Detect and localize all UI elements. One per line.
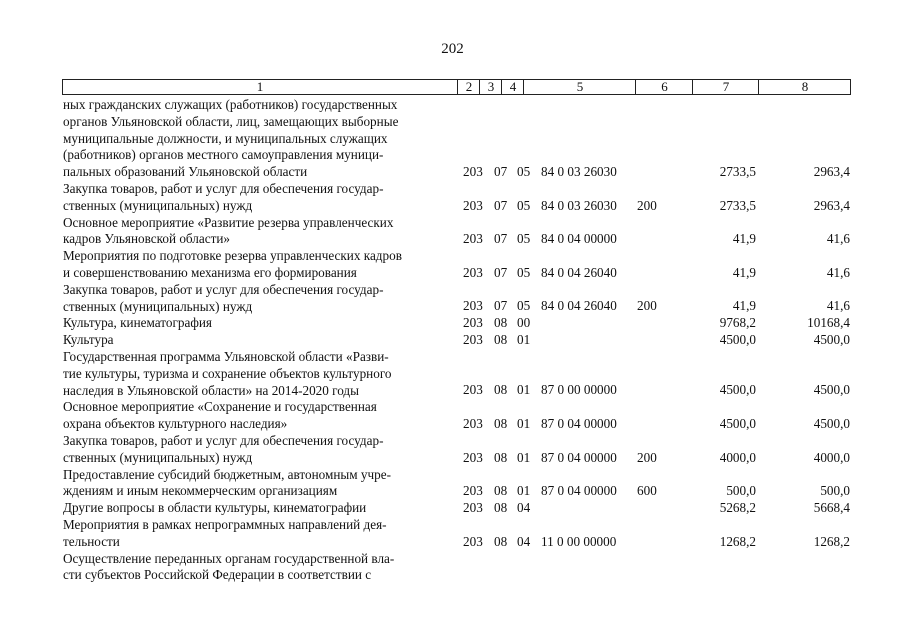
target-article-code: 87 0 04 00000	[541, 483, 617, 499]
target-article-code: 84 0 04 26040	[541, 264, 617, 280]
description-line: ждениям и иным некоммерческим организациям	[63, 483, 338, 499]
target-article-code: 84 0 04 26040	[541, 298, 617, 314]
amount-col-7: 2733,5	[719, 163, 756, 179]
table-row	[0, 399, 905, 433]
subsection-code: 05	[517, 298, 531, 314]
department-code: 203	[463, 315, 483, 331]
department-code: 203	[463, 382, 483, 398]
page-number: 202	[441, 41, 464, 57]
target-article-code: 87 0 00 00000	[541, 382, 617, 398]
department-code: 203	[463, 499, 483, 515]
department-code: 203	[463, 231, 483, 247]
amount-col-7: 1268,2	[719, 533, 756, 549]
amount-col-8: 1268,2	[813, 533, 850, 549]
amount-col-7: 41,9	[732, 298, 756, 314]
subsection-code: 01	[517, 382, 531, 398]
table-row	[0, 551, 905, 585]
column-header-1: 1	[256, 79, 264, 94]
description-line: тие культуры, туризма и сохранение объектов культурного	[63, 365, 392, 381]
section-code: 07	[494, 163, 508, 179]
subsection-code: 01	[517, 331, 531, 347]
amount-col-8: 41,6	[826, 264, 850, 280]
description-line: (работников) органов местного самоуправления муници-	[63, 147, 384, 163]
department-code: 203	[463, 197, 483, 213]
section-code: 08	[494, 533, 508, 549]
description-line: Культура, кинематография	[63, 315, 212, 331]
amount-col-8: 10168,4	[807, 315, 850, 331]
table-row	[0, 315, 905, 332]
subsection-code: 05	[517, 231, 531, 247]
description-line: сти субъектов Российской Федерации в соответствии с	[63, 567, 372, 583]
description-line: ных гражданских служащих (работников) государственных	[63, 97, 398, 112]
row-codes	[0, 483, 905, 500]
section-code: 08	[494, 382, 508, 398]
column-header-2: 2	[457, 80, 480, 94]
department-code: 203	[463, 533, 483, 549]
target-article-code: 11 0 00 00000	[541, 533, 617, 549]
expense-type-code: 200	[637, 298, 657, 314]
section-code: 08	[494, 449, 508, 465]
description-line: Государственная программа Ульяновской области «Разви-	[63, 348, 389, 364]
amount-col-8: 4000,0	[813, 449, 850, 465]
department-code: 203	[463, 331, 483, 347]
row-codes	[0, 450, 905, 467]
description-line: кадров Ульяновской области»	[63, 231, 231, 247]
column-header-6: 6	[635, 80, 693, 94]
amount-col-7: 4000,0	[719, 449, 756, 465]
subsection-code: 01	[517, 415, 531, 431]
table-row	[0, 248, 905, 282]
section-code: 07	[494, 197, 508, 213]
column-header-7: 7	[692, 80, 759, 94]
row-codes	[0, 198, 905, 215]
expense-type-code: 200	[637, 197, 657, 213]
section-code: 07	[494, 264, 508, 280]
table-row	[0, 517, 905, 551]
row-codes	[0, 231, 905, 248]
row-codes	[0, 164, 905, 181]
table-row	[0, 500, 905, 517]
subsection-code: 05	[517, 264, 531, 280]
table-body	[0, 97, 905, 584]
department-code: 203	[463, 163, 483, 179]
row-codes	[0, 416, 905, 433]
description-line: пальных образований Ульяновской области	[63, 164, 308, 180]
department-code: 203	[463, 264, 483, 280]
subsection-code: 04	[517, 499, 531, 515]
description-line: ственных (муниципальных) нужд	[63, 197, 253, 213]
description-line: ственных (муниципальных) нужд	[63, 298, 253, 314]
target-article-code: 87 0 04 00000	[541, 449, 617, 465]
subsection-code: 01	[517, 483, 531, 499]
column-header-4: 4	[501, 80, 524, 94]
table-row	[0, 433, 905, 467]
amount-col-8: 2963,4	[813, 197, 850, 213]
description-line: органов Ульяновской области, лиц, замещающих выборные	[63, 113, 399, 129]
table-row	[0, 467, 905, 501]
target-article-code: 84 0 03 26030	[541, 197, 617, 213]
column-header-5: 5	[523, 80, 636, 94]
table-row	[0, 181, 905, 215]
amount-col-7: 4500,0	[719, 382, 756, 398]
expense-type-code: 200	[637, 449, 657, 465]
subsection-code: 05	[517, 163, 531, 179]
subsection-code: 00	[517, 315, 531, 331]
amount-col-7: 9768,2	[719, 315, 756, 331]
section-code: 08	[494, 331, 508, 347]
subsection-code: 04	[517, 533, 531, 549]
amount-col-8: 2963,4	[813, 163, 850, 179]
target-article-code: 87 0 04 00000	[541, 415, 617, 431]
table-row	[0, 282, 905, 316]
row-codes	[0, 500, 905, 517]
column-header-8: 8	[758, 80, 851, 94]
amount-col-7: 4500,0	[719, 415, 756, 431]
amount-col-7: 500,0	[726, 483, 756, 499]
subsection-code: 01	[517, 449, 531, 465]
description-line: Осуществление переданных органам государственной вла-	[63, 550, 395, 566]
section-code: 07	[494, 298, 508, 314]
description-line: Другие вопросы в области культуры, кинематографии	[63, 500, 367, 516]
description-line: ственных (муниципальных) нужд	[63, 449, 253, 465]
department-code: 203	[463, 415, 483, 431]
table-row	[0, 332, 905, 349]
amount-col-7: 5268,2	[719, 499, 756, 515]
amount-col-8: 4500,0	[813, 382, 850, 398]
amount-col-8: 500,0	[820, 483, 850, 499]
description-line: охрана объектов культурного наследия»	[63, 416, 288, 432]
column-header-3: 3	[479, 80, 502, 94]
row-codes	[0, 567, 905, 584]
table-row	[0, 215, 905, 249]
description-line: и совершенствованию механизма его формирования	[63, 264, 357, 280]
section-code: 07	[494, 231, 508, 247]
section-code: 08	[494, 415, 508, 431]
target-article-code: 84 0 04 00000	[541, 231, 617, 247]
amount-col-8: 4500,0	[813, 415, 850, 431]
description-line: Закупка товаров, работ и услуг для обеспечения государ-	[63, 281, 384, 297]
amount-col-8: 41,6	[826, 298, 850, 314]
expense-type-code: 600	[637, 483, 657, 499]
description-line: Предоставление субсидий бюджетным, автономным учре-	[63, 466, 391, 482]
section-code: 08	[494, 499, 508, 515]
description-line: наследия в Ульяновской области» на 2014-2020 годы	[63, 382, 360, 398]
table-row	[0, 97, 905, 181]
table-column-header	[62, 79, 851, 95]
description-line: Основное мероприятие «Развитие резерва управленческих	[63, 214, 394, 230]
department-code: 203	[463, 449, 483, 465]
row-codes	[0, 298, 905, 315]
section-code: 08	[494, 483, 508, 499]
target-article-code: 84 0 03 26030	[541, 163, 617, 179]
section-code: 08	[494, 315, 508, 331]
amount-col-7: 41,9	[732, 264, 756, 280]
amount-col-8: 41,6	[826, 231, 850, 247]
description-line: Закупка товаров, работ и услуг для обеспечения государ-	[63, 432, 384, 448]
amount-col-8: 5668,4	[813, 499, 850, 515]
description-line: Основное мероприятие «Сохранение и государственная	[63, 399, 377, 415]
description-line: Закупка товаров, работ и услуг для обеспечения государ-	[63, 180, 384, 196]
description-line: Мероприятия в рамках непрограммных направлений дея-	[63, 516, 387, 532]
subsection-code: 05	[517, 197, 531, 213]
row-codes	[0, 332, 905, 349]
description-line: тельности	[63, 533, 120, 549]
amount-col-8: 4500,0	[813, 331, 850, 347]
row-codes	[0, 265, 905, 282]
amount-col-7: 2733,5	[719, 197, 756, 213]
table-row	[0, 349, 905, 399]
row-codes	[0, 382, 905, 399]
row-codes	[0, 534, 905, 551]
amount-col-7: 4500,0	[719, 331, 756, 347]
description-line: муниципальные должности, и муниципальных служащих	[63, 130, 388, 146]
description-line: Мероприятия по подготовке резерва управленческих кадров	[63, 248, 402, 264]
department-code: 203	[463, 298, 483, 314]
department-code: 203	[463, 483, 483, 499]
description-line: Культура	[63, 332, 114, 348]
amount-col-7: 41,9	[732, 231, 756, 247]
row-codes	[0, 315, 905, 332]
